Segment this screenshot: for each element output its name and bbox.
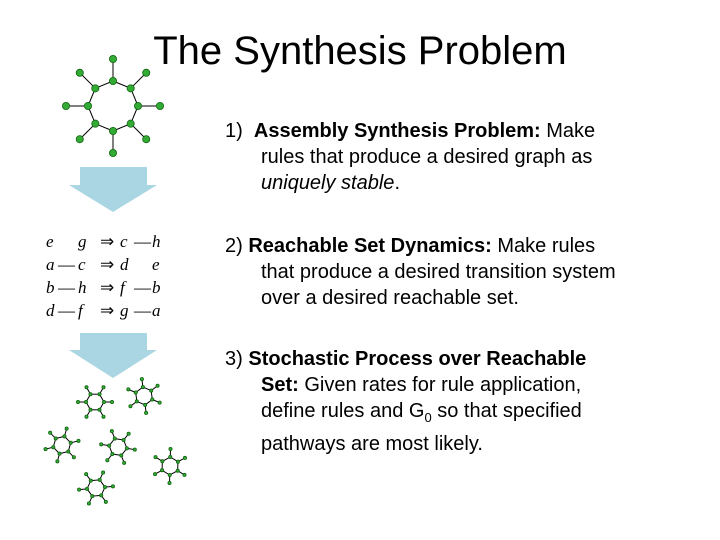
item-heading: Reachable Set Dynamics: bbox=[248, 235, 492, 257]
down-arrow-icon bbox=[69, 333, 157, 378]
rule-row: e g ⇒ c — h bbox=[46, 232, 161, 251]
assembled-graph bbox=[44, 427, 80, 463]
item-text-line: Set: Given rates for rule application, bbox=[261, 374, 582, 396]
item-italic: uniquely stable bbox=[261, 172, 395, 194]
item-text-line: define rules and $G_0$ so that specified bbox=[261, 400, 582, 425]
assembled-graph bbox=[77, 471, 114, 505]
item-text: Make rules bbox=[497, 235, 596, 257]
item-text-line: uniquely stable. bbox=[261, 172, 400, 194]
target-ring-graph-icon bbox=[62, 55, 163, 156]
rule-row: b — h ⇒ f — b bbox=[46, 278, 161, 297]
assembled-graph bbox=[100, 430, 137, 465]
down-arrow-icon bbox=[69, 167, 157, 212]
assembled-graph bbox=[76, 386, 113, 419]
item-heading: Assembly Synthesis Problem: bbox=[253, 120, 541, 142]
item-heading: Stochastic Process over Reachable bbox=[248, 348, 587, 370]
assembled-graphs-icon bbox=[44, 378, 187, 506]
item-text: Make bbox=[546, 120, 596, 142]
item-text-line: pathways are most likely. bbox=[261, 433, 483, 455]
assembled-graph bbox=[153, 447, 186, 484]
item-number: 2) bbox=[225, 235, 243, 257]
rule-row: d — f ⇒ g — a bbox=[46, 301, 161, 320]
item-number: 1) bbox=[225, 120, 243, 142]
item-text-line: that produce a desired transition system bbox=[261, 261, 616, 283]
assembled-graph bbox=[127, 378, 162, 415]
item-text-line: over a desired reachable set. bbox=[261, 287, 519, 309]
item-text-line: rules that produce a desired graph as bbox=[261, 146, 593, 168]
item-number: 3) bbox=[225, 348, 243, 370]
slide-title: The Synthesis Problem bbox=[153, 29, 567, 73]
rule-row: a — c ⇒ d e bbox=[46, 255, 160, 274]
